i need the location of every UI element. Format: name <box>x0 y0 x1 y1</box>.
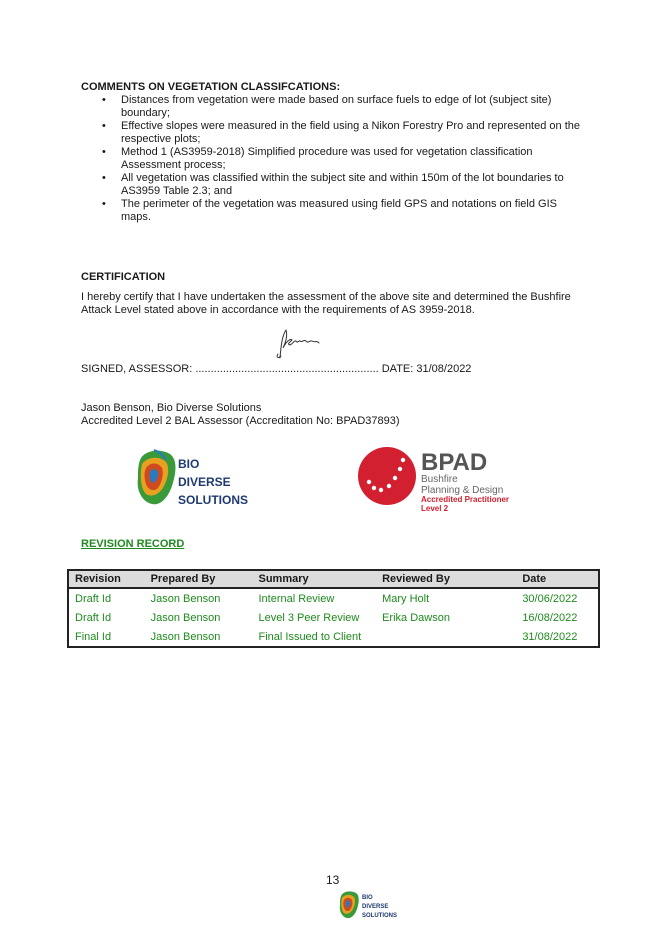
list-item: • The perimeter of the vegetation was measured using field GPS and notations on field GIS maps. <box>81 198 581 224</box>
svg-text:BIO: BIO <box>362 895 373 901</box>
svg-text:Accredited Practitioner: Accredited Practitioner <box>421 495 510 504</box>
column-header: Summary <box>252 570 376 588</box>
signed-line: SIGNED, ASSESSOR: ............................................................ DATE: 31/08/2022 <box>81 363 472 375</box>
table-cell: Jason Benson <box>150 630 221 643</box>
column-header: Date <box>516 570 599 588</box>
assessor-accreditation: Accredited Level 2 BAL Assessor (Accreditation No: BPAD37893) <box>81 415 400 427</box>
table-row <box>68 608 599 627</box>
table-cell: Jason Benson <box>150 611 221 624</box>
column-header: Prepared By <box>145 570 253 588</box>
revision-record-heading: REVISION RECORD <box>81 538 185 550</box>
assessor-name: Jason Benson, Bio Diverse Solutions <box>81 402 262 414</box>
certification-text: I hereby certify that I have undertaken the assessment of the above site and determined the Bushfire Attack Level stated above in accordance with the requirements of AS 3959-2018. <box>81 291 571 316</box>
svg-text:DIVERSE: DIVERSE <box>362 904 389 910</box>
revision-table <box>67 569 600 648</box>
table-row <box>68 588 599 608</box>
svg-text:BPAD: BPAD <box>421 449 488 476</box>
column-header: Revision <box>68 570 145 588</box>
table-cell <box>376 627 516 647</box>
list-item: • Effective slopes were measured in the field using a Nikon Forestry Pro and represented on the respective plots; <box>81 120 581 146</box>
svg-text:SOLUTIONS: SOLUTIONS <box>178 493 249 507</box>
svg-text:BIO: BIO <box>178 457 200 471</box>
table-cell: Final Id <box>75 630 112 643</box>
comments-heading: COMMENTS ON VEGETATION CLASSIFCATIONS: <box>81 81 341 93</box>
svg-text:Bushfire: Bushfire <box>421 474 458 485</box>
bio-diverse-solutions-logo <box>134 446 262 512</box>
comments-list <box>81 94 581 224</box>
footer-bio-diverse-solutions-logo <box>338 889 404 921</box>
list-item: • Distances from vegetation were made based on surface fuels to edge of lot (subject site) boundary; <box>81 94 581 120</box>
svg-text:DIVERSE: DIVERSE <box>178 475 231 489</box>
table-cell: 30/06/2022 <box>522 592 578 605</box>
table-cell: 16/08/2022 <box>522 611 578 624</box>
column-header: Reviewed By <box>376 570 516 588</box>
table-cell: Draft Id <box>75 592 112 605</box>
list-item: • All vegetation was classified within the subject site and within 150m of the lot boundaries to AS3959 Table 2.3; and <box>81 172 581 198</box>
svg-text:SOLUTIONS: SOLUTIONS <box>362 913 398 919</box>
table-cell: Erika Dawson <box>382 611 450 624</box>
page-number: 13 <box>326 873 340 887</box>
table-cell: Level 3 Peer Review <box>258 611 360 624</box>
table-cell: 31/08/2022 <box>522 630 578 643</box>
table-row <box>68 627 599 647</box>
bpad-logo <box>357 446 517 512</box>
signature-image <box>272 326 324 364</box>
svg-text:Planning & Design: Planning & Design <box>421 485 504 496</box>
table-cell: Draft Id <box>75 611 112 624</box>
table-cell: Internal Review <box>258 592 335 605</box>
table-cell: Mary Holt <box>382 592 430 605</box>
certification-heading: CERTIFICATION <box>81 271 166 283</box>
table-cell: Jason Benson <box>150 592 221 605</box>
table-header-row <box>68 570 599 588</box>
svg-text:Level 2: Level 2 <box>421 504 449 512</box>
table-cell: Final Issued to Client <box>258 630 362 643</box>
list-item: • Method 1 (AS3959-2018) Simplified procedure was used for vegetation classification Assessment process; <box>81 146 581 172</box>
